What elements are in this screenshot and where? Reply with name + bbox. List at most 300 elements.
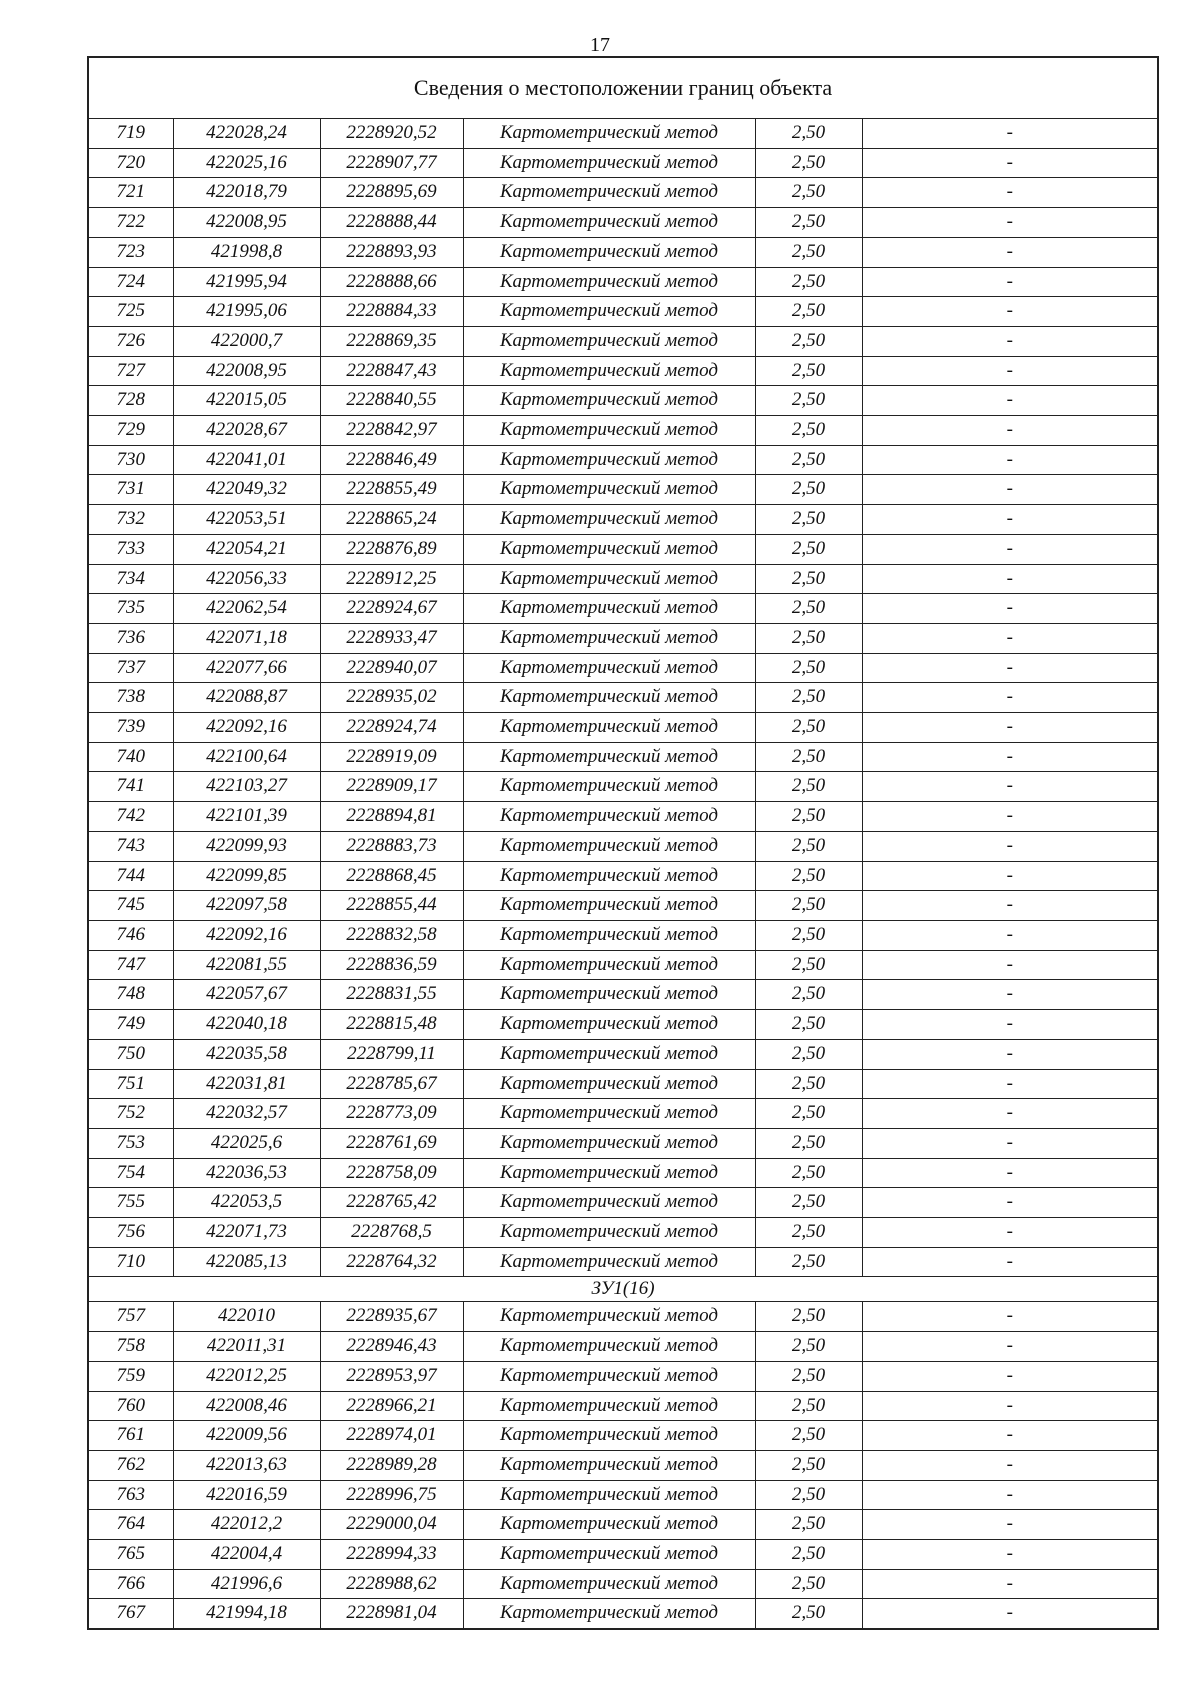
- description-cell: -: [862, 1188, 1158, 1218]
- table-row: [88, 237, 1158, 267]
- point-number-cell: 747: [88, 950, 173, 980]
- method-cell: Картометрический метод: [463, 148, 755, 178]
- table-row: [88, 1421, 1158, 1451]
- point-number-cell: 763: [88, 1480, 173, 1510]
- method-cell: Картометрический метод: [463, 564, 755, 594]
- accuracy-cell: 2,50: [755, 267, 862, 297]
- method-cell: Картометрический метод: [463, 861, 755, 891]
- y-coordinate-cell: 2228940,07: [320, 653, 463, 683]
- x-coordinate-cell: 422053,51: [173, 505, 320, 535]
- x-coordinate-cell: 422053,5: [173, 1188, 320, 1218]
- point-number-cell: 756: [88, 1218, 173, 1248]
- method-cell: Картометрический метод: [463, 1188, 755, 1218]
- accuracy-cell: 2,50: [755, 445, 862, 475]
- x-coordinate-cell: 422016,59: [173, 1480, 320, 1510]
- point-number-cell: 742: [88, 802, 173, 832]
- x-coordinate-cell: 422010: [173, 1302, 320, 1332]
- y-coordinate-cell: 2228832,58: [320, 920, 463, 950]
- point-number-cell: 737: [88, 653, 173, 683]
- method-cell: Картометрический метод: [463, 1361, 755, 1391]
- point-number-cell: 730: [88, 445, 173, 475]
- y-coordinate-cell: 2228764,32: [320, 1247, 463, 1277]
- accuracy-cell: 2,50: [755, 1599, 862, 1629]
- point-number-cell: 757: [88, 1302, 173, 1332]
- table-row: [88, 564, 1158, 594]
- y-coordinate-cell: 2228884,33: [320, 297, 463, 327]
- method-cell: Картометрический метод: [463, 1332, 755, 1362]
- point-number-cell: 733: [88, 534, 173, 564]
- accuracy-cell: 2,50: [755, 831, 862, 861]
- x-coordinate-cell: 422025,16: [173, 148, 320, 178]
- description-cell: -: [862, 623, 1158, 653]
- method-cell: Картометрический метод: [463, 326, 755, 356]
- point-number-cell: 754: [88, 1158, 173, 1188]
- point-number-cell: 751: [88, 1069, 173, 1099]
- method-cell: Картометрический метод: [463, 475, 755, 505]
- accuracy-cell: 2,50: [755, 950, 862, 980]
- point-number-cell: 726: [88, 326, 173, 356]
- x-coordinate-cell: 422025,6: [173, 1128, 320, 1158]
- method-cell: Картометрический метод: [463, 1421, 755, 1451]
- method-cell: Картометрический метод: [463, 1218, 755, 1248]
- x-coordinate-cell: 422035,58: [173, 1039, 320, 1069]
- accuracy-cell: 2,50: [755, 178, 862, 208]
- method-cell: Картометрический метод: [463, 950, 755, 980]
- description-cell: -: [862, 653, 1158, 683]
- description-cell: -: [862, 386, 1158, 416]
- accuracy-cell: 2,50: [755, 119, 862, 149]
- method-cell: Картометрический метод: [463, 267, 755, 297]
- accuracy-cell: 2,50: [755, 1540, 862, 1570]
- table-row: [88, 505, 1158, 535]
- table-title-row: [88, 57, 1158, 119]
- description-cell: -: [862, 1158, 1158, 1188]
- description-cell: -: [862, 416, 1158, 446]
- accuracy-cell: 2,50: [755, 683, 862, 713]
- x-coordinate-cell: 422056,33: [173, 564, 320, 594]
- x-coordinate-cell: 421996,6: [173, 1569, 320, 1599]
- point-number-cell: 759: [88, 1361, 173, 1391]
- method-cell: Картометрический метод: [463, 831, 755, 861]
- description-cell: -: [862, 683, 1158, 713]
- y-coordinate-cell: 2228815,48: [320, 1010, 463, 1040]
- method-cell: Картометрический метод: [463, 1391, 755, 1421]
- y-coordinate-cell: 2228761,69: [320, 1128, 463, 1158]
- x-coordinate-cell: 422049,32: [173, 475, 320, 505]
- description-cell: -: [862, 1599, 1158, 1629]
- y-coordinate-cell: 2228869,35: [320, 326, 463, 356]
- description-cell: -: [862, 1569, 1158, 1599]
- table-row: [88, 1332, 1158, 1362]
- method-cell: Картометрический метод: [463, 208, 755, 238]
- point-number-cell: 736: [88, 623, 173, 653]
- accuracy-cell: 2,50: [755, 1421, 862, 1451]
- x-coordinate-cell: 422000,7: [173, 326, 320, 356]
- y-coordinate-cell: 2228946,43: [320, 1332, 463, 1362]
- description-cell: -: [862, 1540, 1158, 1570]
- x-coordinate-cell: 422008,95: [173, 356, 320, 386]
- accuracy-cell: 2,50: [755, 1450, 862, 1480]
- description-cell: -: [862, 208, 1158, 238]
- y-coordinate-cell: 2228996,75: [320, 1480, 463, 1510]
- table-row: [88, 1450, 1158, 1480]
- point-number-cell: 720: [88, 148, 173, 178]
- method-cell: Картометрический метод: [463, 1069, 755, 1099]
- y-coordinate-cell: 2228876,89: [320, 534, 463, 564]
- y-coordinate-cell: 2228907,77: [320, 148, 463, 178]
- accuracy-cell: 2,50: [755, 1218, 862, 1248]
- description-cell: -: [862, 802, 1158, 832]
- method-cell: Картометрический метод: [463, 802, 755, 832]
- point-number-cell: 710: [88, 1247, 173, 1277]
- description-cell: -: [862, 505, 1158, 535]
- description-cell: -: [862, 326, 1158, 356]
- method-cell: Картометрический метод: [463, 1302, 755, 1332]
- x-coordinate-cell: 422036,53: [173, 1158, 320, 1188]
- point-number-cell: 760: [88, 1391, 173, 1421]
- description-cell: -: [862, 1391, 1158, 1421]
- method-cell: Картометрический метод: [463, 416, 755, 446]
- y-coordinate-cell: 2228855,44: [320, 891, 463, 921]
- point-number-cell: 732: [88, 505, 173, 535]
- accuracy-cell: 2,50: [755, 713, 862, 743]
- accuracy-cell: 2,50: [755, 416, 862, 446]
- table-row: [88, 267, 1158, 297]
- description-cell: -: [862, 1361, 1158, 1391]
- table-row: [88, 1099, 1158, 1129]
- accuracy-cell: 2,50: [755, 1391, 862, 1421]
- description-cell: -: [862, 1128, 1158, 1158]
- point-number-cell: 734: [88, 564, 173, 594]
- section-label: ЗУ1(16): [88, 1277, 1158, 1302]
- method-cell: Картометрический метод: [463, 1480, 755, 1510]
- x-coordinate-cell: 421995,06: [173, 297, 320, 327]
- table-row: [88, 980, 1158, 1010]
- x-coordinate-cell: 422028,67: [173, 416, 320, 446]
- y-coordinate-cell: 2228785,67: [320, 1069, 463, 1099]
- x-coordinate-cell: 422092,16: [173, 920, 320, 950]
- coordinates-table-body: [88, 57, 1158, 1629]
- table-row: [88, 416, 1158, 446]
- table-row: [88, 1480, 1158, 1510]
- table-row: [88, 1302, 1158, 1332]
- description-cell: -: [862, 445, 1158, 475]
- accuracy-cell: 2,50: [755, 564, 862, 594]
- point-number-cell: 752: [88, 1099, 173, 1129]
- method-cell: Картометрический метод: [463, 386, 755, 416]
- y-coordinate-cell: 2228933,47: [320, 623, 463, 653]
- x-coordinate-cell: 422077,66: [173, 653, 320, 683]
- table-row: [88, 208, 1158, 238]
- description-cell: -: [862, 713, 1158, 743]
- x-coordinate-cell: 421995,94: [173, 267, 320, 297]
- description-cell: -: [862, 920, 1158, 950]
- x-coordinate-cell: 422031,81: [173, 1069, 320, 1099]
- point-number-cell: 743: [88, 831, 173, 861]
- description-cell: -: [862, 267, 1158, 297]
- table-row: [88, 1599, 1158, 1629]
- description-cell: -: [862, 980, 1158, 1010]
- x-coordinate-cell: 422018,79: [173, 178, 320, 208]
- point-number-cell: 749: [88, 1010, 173, 1040]
- table-row: [88, 1247, 1158, 1277]
- description-cell: -: [862, 1069, 1158, 1099]
- method-cell: Картометрический метод: [463, 1599, 755, 1629]
- x-coordinate-cell: 422054,21: [173, 534, 320, 564]
- table-row: [88, 772, 1158, 802]
- x-coordinate-cell: 422103,27: [173, 772, 320, 802]
- x-coordinate-cell: 422097,58: [173, 891, 320, 921]
- y-coordinate-cell: 2228909,17: [320, 772, 463, 802]
- x-coordinate-cell: 422015,05: [173, 386, 320, 416]
- x-coordinate-cell: 422004,4: [173, 1540, 320, 1570]
- method-cell: Картометрический метод: [463, 1158, 755, 1188]
- y-coordinate-cell: 2228895,69: [320, 178, 463, 208]
- table-row: [88, 1039, 1158, 1069]
- point-number-cell: 748: [88, 980, 173, 1010]
- method-cell: Картометрический метод: [463, 920, 755, 950]
- y-coordinate-cell: 2228912,25: [320, 564, 463, 594]
- point-number-cell: 767: [88, 1599, 173, 1629]
- y-coordinate-cell: 2228953,97: [320, 1361, 463, 1391]
- accuracy-cell: 2,50: [755, 1247, 862, 1277]
- point-number-cell: 725: [88, 297, 173, 327]
- method-cell: Картометрический метод: [463, 119, 755, 149]
- method-cell: Картометрический метод: [463, 891, 755, 921]
- point-number-cell: 739: [88, 713, 173, 743]
- accuracy-cell: 2,50: [755, 594, 862, 624]
- table-row: [88, 653, 1158, 683]
- point-number-cell: 731: [88, 475, 173, 505]
- accuracy-cell: 2,50: [755, 148, 862, 178]
- accuracy-cell: 2,50: [755, 1480, 862, 1510]
- x-coordinate-cell: 422062,54: [173, 594, 320, 624]
- accuracy-cell: 2,50: [755, 1332, 862, 1362]
- method-cell: Картометрический метод: [463, 1450, 755, 1480]
- y-coordinate-cell: 2228765,42: [320, 1188, 463, 1218]
- method-cell: Картометрический метод: [463, 980, 755, 1010]
- description-cell: -: [862, 831, 1158, 861]
- y-coordinate-cell: 2228924,67: [320, 594, 463, 624]
- description-cell: -: [862, 1218, 1158, 1248]
- point-number-cell: 724: [88, 267, 173, 297]
- accuracy-cell: 2,50: [755, 1569, 862, 1599]
- table-row: [88, 1361, 1158, 1391]
- table-row: [88, 1069, 1158, 1099]
- table-row: [88, 742, 1158, 772]
- y-coordinate-cell: 2228840,55: [320, 386, 463, 416]
- y-coordinate-cell: 2228758,09: [320, 1158, 463, 1188]
- accuracy-cell: 2,50: [755, 1302, 862, 1332]
- accuracy-cell: 2,50: [755, 802, 862, 832]
- table-row: [88, 178, 1158, 208]
- description-cell: -: [862, 1039, 1158, 1069]
- y-coordinate-cell: 2229000,04: [320, 1510, 463, 1540]
- point-number-cell: 728: [88, 386, 173, 416]
- table-title: Сведения о местоположении границ объекта: [88, 57, 1158, 119]
- point-number-cell: 729: [88, 416, 173, 446]
- x-coordinate-cell: 422028,24: [173, 119, 320, 149]
- section-row: [88, 1277, 1158, 1302]
- table-row: [88, 1218, 1158, 1248]
- y-coordinate-cell: 2228846,49: [320, 445, 463, 475]
- accuracy-cell: 2,50: [755, 1361, 862, 1391]
- x-coordinate-cell: 422013,63: [173, 1450, 320, 1480]
- method-cell: Картометрический метод: [463, 1099, 755, 1129]
- y-coordinate-cell: 2228836,59: [320, 950, 463, 980]
- x-coordinate-cell: 422009,56: [173, 1421, 320, 1451]
- table-row: [88, 386, 1158, 416]
- description-cell: -: [862, 564, 1158, 594]
- x-coordinate-cell: 422099,85: [173, 861, 320, 891]
- point-number-cell: 762: [88, 1450, 173, 1480]
- description-cell: -: [862, 1010, 1158, 1040]
- method-cell: Картометрический метод: [463, 742, 755, 772]
- table-row: [88, 802, 1158, 832]
- point-number-cell: 719: [88, 119, 173, 149]
- table-row: [88, 623, 1158, 653]
- accuracy-cell: 2,50: [755, 237, 862, 267]
- point-number-cell: 758: [88, 1332, 173, 1362]
- method-cell: Картометрический метод: [463, 623, 755, 653]
- description-cell: -: [862, 891, 1158, 921]
- accuracy-cell: 2,50: [755, 742, 862, 772]
- accuracy-cell: 2,50: [755, 1010, 862, 1040]
- method-cell: Картометрический метод: [463, 1247, 755, 1277]
- description-cell: -: [862, 950, 1158, 980]
- description-cell: -: [862, 534, 1158, 564]
- x-coordinate-cell: 422081,55: [173, 950, 320, 980]
- x-coordinate-cell: 422101,39: [173, 802, 320, 832]
- y-coordinate-cell: 2228974,01: [320, 1421, 463, 1451]
- accuracy-cell: 2,50: [755, 1099, 862, 1129]
- x-coordinate-cell: 422057,67: [173, 980, 320, 1010]
- accuracy-cell: 2,50: [755, 1039, 862, 1069]
- point-number-cell: 753: [88, 1128, 173, 1158]
- table-row: [88, 1158, 1158, 1188]
- description-cell: -: [862, 1302, 1158, 1332]
- method-cell: Картометрический метод: [463, 772, 755, 802]
- description-cell: -: [862, 356, 1158, 386]
- y-coordinate-cell: 2228988,62: [320, 1569, 463, 1599]
- accuracy-cell: 2,50: [755, 297, 862, 327]
- point-number-cell: 745: [88, 891, 173, 921]
- description-cell: -: [862, 772, 1158, 802]
- method-cell: Картометрический метод: [463, 1510, 755, 1540]
- accuracy-cell: 2,50: [755, 1128, 862, 1158]
- point-number-cell: 761: [88, 1421, 173, 1451]
- y-coordinate-cell: 2228799,11: [320, 1039, 463, 1069]
- accuracy-cell: 2,50: [755, 326, 862, 356]
- accuracy-cell: 2,50: [755, 1069, 862, 1099]
- y-coordinate-cell: 2228994,33: [320, 1540, 463, 1570]
- table-row: [88, 534, 1158, 564]
- method-cell: Картометрический метод: [463, 1010, 755, 1040]
- description-cell: -: [862, 1480, 1158, 1510]
- description-cell: -: [862, 1510, 1158, 1540]
- method-cell: Картометрический метод: [463, 653, 755, 683]
- point-number-cell: 755: [88, 1188, 173, 1218]
- table-row: [88, 1540, 1158, 1570]
- accuracy-cell: 2,50: [755, 1158, 862, 1188]
- y-coordinate-cell: 2228919,09: [320, 742, 463, 772]
- y-coordinate-cell: 2228865,24: [320, 505, 463, 535]
- table-row: [88, 594, 1158, 624]
- method-cell: Картометрический метод: [463, 1128, 755, 1158]
- description-cell: -: [862, 1247, 1158, 1277]
- method-cell: Картометрический метод: [463, 713, 755, 743]
- point-number-cell: 721: [88, 178, 173, 208]
- y-coordinate-cell: 2228868,45: [320, 861, 463, 891]
- description-cell: -: [862, 148, 1158, 178]
- method-cell: Картометрический метод: [463, 445, 755, 475]
- accuracy-cell: 2,50: [755, 980, 862, 1010]
- point-number-cell: 723: [88, 237, 173, 267]
- accuracy-cell: 2,50: [755, 861, 862, 891]
- description-cell: -: [862, 297, 1158, 327]
- x-coordinate-cell: 422012,2: [173, 1510, 320, 1540]
- method-cell: Картометрический метод: [463, 356, 755, 386]
- accuracy-cell: 2,50: [755, 356, 862, 386]
- description-cell: -: [862, 1450, 1158, 1480]
- table-row: [88, 1128, 1158, 1158]
- table-row: [88, 297, 1158, 327]
- method-cell: Картометрический метод: [463, 683, 755, 713]
- point-number-cell: 750: [88, 1039, 173, 1069]
- x-coordinate-cell: 422041,01: [173, 445, 320, 475]
- table-row: [88, 1569, 1158, 1599]
- accuracy-cell: 2,50: [755, 505, 862, 535]
- x-coordinate-cell: 422092,16: [173, 713, 320, 743]
- table-row: [88, 950, 1158, 980]
- x-coordinate-cell: 421998,8: [173, 237, 320, 267]
- x-coordinate-cell: 422100,64: [173, 742, 320, 772]
- accuracy-cell: 2,50: [755, 623, 862, 653]
- accuracy-cell: 2,50: [755, 920, 862, 950]
- y-coordinate-cell: 2228888,66: [320, 267, 463, 297]
- description-cell: -: [862, 475, 1158, 505]
- table-row: [88, 1510, 1158, 1540]
- y-coordinate-cell: 2228855,49: [320, 475, 463, 505]
- description-cell: -: [862, 1332, 1158, 1362]
- y-coordinate-cell: 2228842,97: [320, 416, 463, 446]
- method-cell: Картометрический метод: [463, 1540, 755, 1570]
- table-row: [88, 445, 1158, 475]
- y-coordinate-cell: 2228888,44: [320, 208, 463, 238]
- table-row: [88, 1391, 1158, 1421]
- method-cell: Картометрический метод: [463, 1039, 755, 1069]
- y-coordinate-cell: 2228883,73: [320, 831, 463, 861]
- point-number-cell: 764: [88, 1510, 173, 1540]
- x-coordinate-cell: 422012,25: [173, 1361, 320, 1391]
- method-cell: Картометрический метод: [463, 1569, 755, 1599]
- x-coordinate-cell: 422011,31: [173, 1332, 320, 1362]
- page-number: 17: [590, 34, 610, 56]
- point-number-cell: 746: [88, 920, 173, 950]
- y-coordinate-cell: 2228768,5: [320, 1218, 463, 1248]
- table-row: [88, 920, 1158, 950]
- accuracy-cell: 2,50: [755, 891, 862, 921]
- accuracy-cell: 2,50: [755, 208, 862, 238]
- table-row: [88, 891, 1158, 921]
- method-cell: Картометрический метод: [463, 237, 755, 267]
- y-coordinate-cell: 2228981,04: [320, 1599, 463, 1629]
- description-cell: -: [862, 861, 1158, 891]
- point-number-cell: 740: [88, 742, 173, 772]
- accuracy-cell: 2,50: [755, 534, 862, 564]
- description-cell: -: [862, 119, 1158, 149]
- table-row: [88, 713, 1158, 743]
